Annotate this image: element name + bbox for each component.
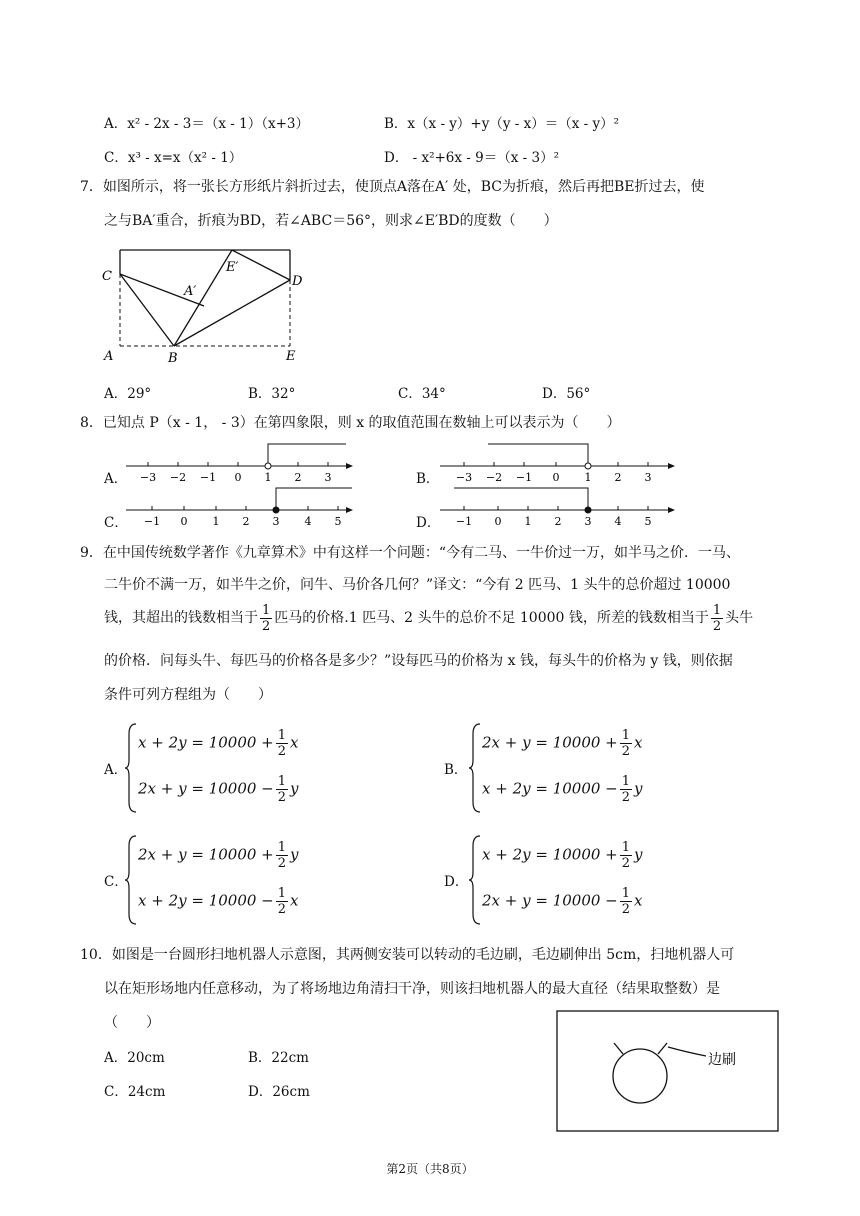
q6-option-a: A．x² - 2x - 3＝（x - 1）（x+3）: [104, 116, 309, 132]
q9-option-d-label: D．: [444, 874, 469, 890]
tick: 3: [272, 515, 280, 528]
tick: −1: [199, 471, 217, 484]
tick: 2: [294, 471, 302, 484]
q7-label-a: A: [104, 349, 114, 364]
q8-option-c-label: C．: [104, 515, 128, 531]
tick: −1: [515, 471, 533, 484]
q9-stem-line4: 的价格．问每头牛、每匹马的价格各是多少？”设每匹马的价格为 x 钱，每头牛的价格为 y 钱，则依据: [104, 653, 733, 669]
q10-robot-diagram: [556, 1010, 780, 1134]
tick: 5: [644, 515, 652, 528]
q10-stem-line3: （ ）: [104, 1015, 160, 1031]
q10-option-d: D．26cm: [248, 1084, 310, 1100]
tick: −2: [169, 471, 187, 484]
q7-label-a-prime: A′: [184, 284, 197, 299]
q7-option-d: D．56°: [542, 386, 591, 402]
q10-option-b: B．22cm: [248, 1050, 309, 1066]
tick: 3: [584, 515, 592, 528]
half-fraction: $\frac{1}{2}$: [712, 602, 722, 634]
tick: −1: [143, 515, 161, 528]
q7-fold-diagram: [96, 240, 316, 370]
q7-label-e: E: [286, 349, 296, 364]
q8-option-a-label: A．: [104, 471, 128, 487]
q7-option-b: B．32°: [248, 386, 296, 402]
q9-option-b-label: B．: [444, 762, 468, 778]
q8-number-line-c: [122, 484, 354, 530]
q9-option-a-label: A．: [104, 762, 128, 778]
tick: 4: [614, 515, 622, 528]
q7-label-d: D: [292, 274, 303, 289]
half-fraction: $\frac{1}{2}$: [262, 602, 271, 634]
tick: −2: [485, 471, 503, 484]
q10-stem-line1: 10．如图是一台圆形扫地机器人示意图，其两侧安装可以转动的毛边刷，毛边刷伸出 5cm，扫地机器人可: [80, 947, 735, 963]
tick: −3: [455, 471, 473, 484]
tick: −3: [139, 471, 157, 484]
tick: 1: [212, 515, 220, 528]
page-footer: 第2页（共8页）: [386, 1162, 474, 1176]
q6-option-b: B．x（x - y）+y（y - x）＝（x - y）²: [384, 116, 620, 132]
q6-option-c: C．x³ - x=x（x² - 1）: [104, 150, 243, 166]
q7-option-a: A．29°: [104, 386, 152, 402]
tick: −1: [455, 515, 473, 528]
q7-label-b: B: [168, 351, 178, 366]
tick: 2: [614, 471, 622, 484]
q8-number-line-d: [436, 484, 676, 530]
q9-system-d: x + 2y = 10000 + $\frac{1}{2}$ y 2x + y = 10000 − $\frac{1}{2}$ x: [468, 834, 668, 926]
q8-number-line-b: [436, 440, 676, 486]
q9-stem-line1: 9．在中国传统数学著作《九章算术》中有这样一个问题：“今有二马、一牛价过一万，如半马之价．一马、: [80, 545, 741, 561]
tick: 0: [494, 515, 502, 528]
tick: 2: [242, 515, 250, 528]
q9-system-c: 2x + y = 10000 + $\frac{1}{2}$ y x + 2y = 10000 − $\frac{1}{2}$ x: [124, 834, 324, 926]
tick: 2: [554, 515, 562, 528]
q10-stem-line2: 以在矩形场地内任意移动，为了将场地边角清扫干净，则该扫地机器人的最大直径（结果取整数）是: [104, 981, 720, 997]
q8-option-d-label: D．: [416, 515, 441, 531]
q7-stem-line2: 之与BA′重合，折痕为BD，若∠ABC＝56°，则求∠E′BD的度数（ ）: [104, 213, 558, 229]
tick: 5: [334, 515, 342, 528]
tick: 3: [644, 471, 652, 484]
q9-option-c-label: C．: [104, 874, 128, 890]
tick: 1: [584, 471, 592, 484]
q9-system-a: x + 2y = 10000 + $\frac{1}{2}$ x 2x + y = 10000 − $\frac{1}{2}$ y: [124, 722, 324, 814]
tick: 0: [180, 515, 188, 528]
tick: 1: [264, 471, 272, 484]
q7-option-c: C．34°: [398, 386, 446, 402]
q9-system-b: 2x + y = 10000 + $\frac{1}{2}$ x x + 2y = 10000 − $\frac{1}{2}$ y: [468, 722, 668, 814]
q8-number-line-a: [122, 440, 354, 486]
q10-option-a: A．20cm: [104, 1050, 165, 1066]
q8-option-b-label: B．: [416, 471, 440, 487]
brush-pointer: [668, 1047, 706, 1056]
q9-line3a: 钱，其超出的钱数相当于: [104, 610, 258, 626]
left-brush: [614, 1043, 623, 1054]
q7-stem-line1: 7．如图所示，将一张长方形纸片斜折过去，使顶点A落在A′ 处，BC为折痕，然后再把BE折过去，使: [80, 179, 705, 195]
tick: 3: [324, 471, 332, 484]
q9-stem-line3: [104, 600, 753, 636]
q7-label-c: C: [102, 269, 112, 284]
tick: 4: [304, 515, 312, 528]
robot-circle: [613, 1049, 667, 1103]
q10-option-c: C．24cm: [104, 1084, 166, 1100]
tick: 0: [552, 471, 560, 484]
q8-stem: 8．已知点 P（x - 1， - 3）在第四象限，则 x 的取值范围在数轴上可以表示为（ ）: [80, 415, 621, 431]
q9-line3b: 匹马的价格.1 匹马、2 头牛的总价不足 10000 钱，所差的钱数相当于: [274, 610, 709, 626]
rectangular-field: [557, 1011, 778, 1131]
right-brush: [658, 1043, 667, 1054]
tick: 0: [234, 471, 242, 484]
q9-stem-line5: 条件可列方程组为（ ）: [104, 687, 272, 703]
q9-line3c: 头牛: [725, 610, 754, 626]
q6-option-d: D． - x²+6x - 9＝（x - 3）²: [384, 150, 559, 166]
brush-label: 边刷: [708, 1052, 736, 1068]
q7-label-e-prime: E′: [226, 260, 239, 275]
q9-stem-line2: 二牛价不满一万，如半牛之价，问牛、马价各几何？”译文：“今有 2 匹马、1 头牛的总价超过 10000: [104, 577, 731, 593]
tick: 1: [524, 515, 532, 528]
